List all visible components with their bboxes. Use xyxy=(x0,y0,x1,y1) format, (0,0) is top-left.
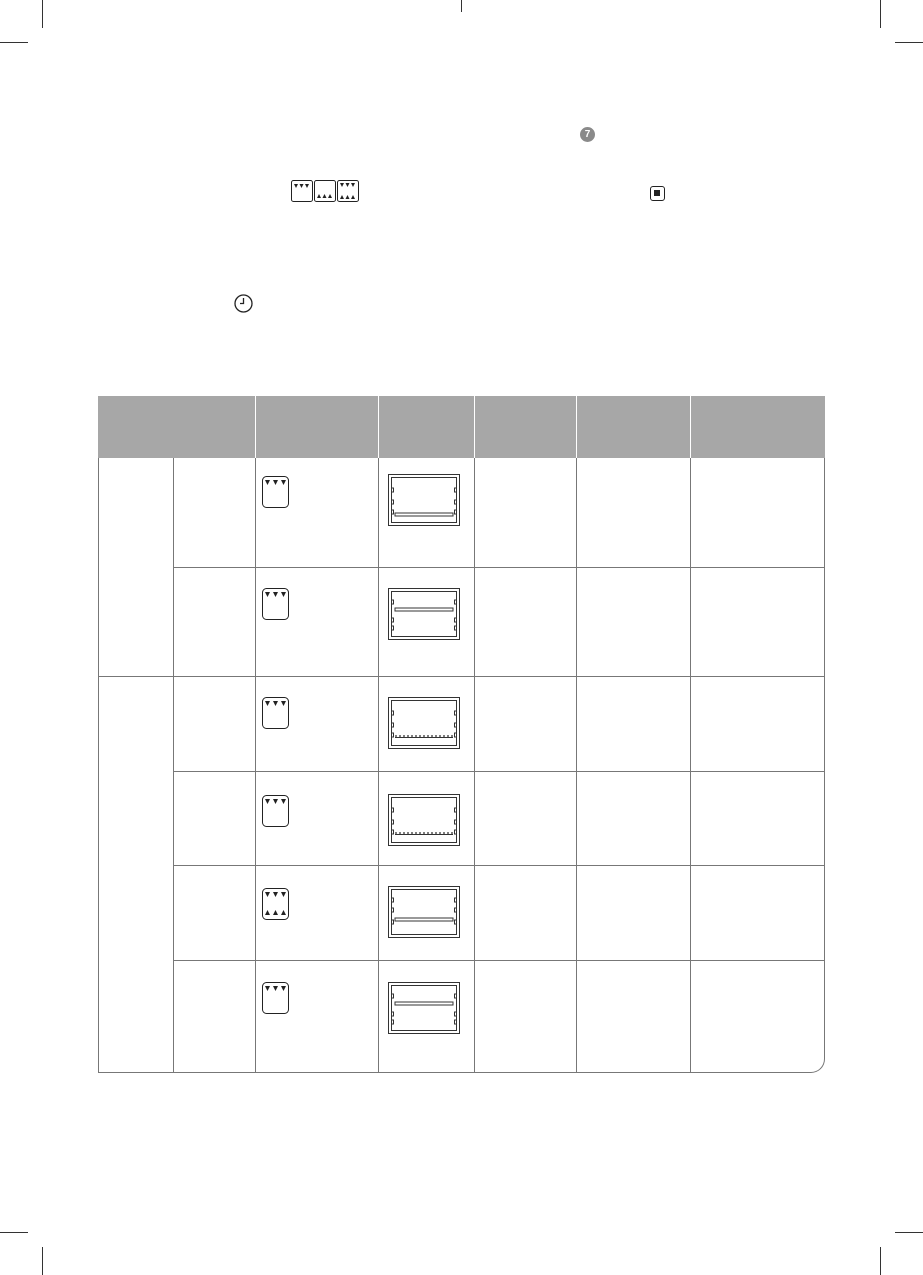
timer-icon xyxy=(234,294,253,313)
top-heater-icon xyxy=(262,588,289,620)
top-heater-icon xyxy=(262,697,289,729)
stop-icon xyxy=(650,186,665,201)
mode-buttons-icon xyxy=(291,180,359,202)
header-cell xyxy=(474,396,576,458)
crop-mark xyxy=(0,42,28,43)
cooking-table xyxy=(98,396,825,1073)
row-divider xyxy=(173,865,825,866)
oven-grill-bottom-icon xyxy=(388,697,460,749)
row-divider xyxy=(173,567,825,568)
crop-mark xyxy=(880,0,881,28)
oven-rack-middle-icon xyxy=(388,982,460,1034)
crop-mark xyxy=(895,42,923,43)
oven-rack-middle-icon xyxy=(388,588,460,640)
table-border xyxy=(98,458,825,1073)
crop-mark xyxy=(42,0,43,28)
top-heater-icon xyxy=(262,795,289,827)
col-divider xyxy=(378,458,379,1073)
row-divider xyxy=(173,960,825,961)
col-divider xyxy=(690,458,691,1073)
crop-mark xyxy=(42,1247,43,1275)
col-divider xyxy=(576,458,577,1073)
col-divider xyxy=(173,458,174,1073)
header-cell xyxy=(576,396,690,458)
table-header xyxy=(98,396,825,458)
crop-mark xyxy=(461,0,462,12)
oven-rack-bottom-icon xyxy=(388,886,460,938)
crop-mark xyxy=(895,1232,923,1233)
row-divider xyxy=(173,771,825,772)
header-cell xyxy=(690,396,825,458)
header-cell xyxy=(378,396,474,458)
top-bottom-heater-icon xyxy=(262,888,289,920)
oven-grill-bottom-icon xyxy=(388,794,460,846)
col-divider xyxy=(255,458,256,1073)
top-heater-icon xyxy=(262,476,289,508)
top-heater-icon xyxy=(262,982,289,1014)
row-divider xyxy=(98,676,825,677)
crop-mark xyxy=(880,1247,881,1275)
crop-mark xyxy=(0,1232,28,1233)
step-badge: 7 xyxy=(580,127,595,142)
col-divider xyxy=(474,458,475,1073)
oven-rack-bottom-icon xyxy=(388,474,460,526)
header-cell xyxy=(255,396,378,458)
